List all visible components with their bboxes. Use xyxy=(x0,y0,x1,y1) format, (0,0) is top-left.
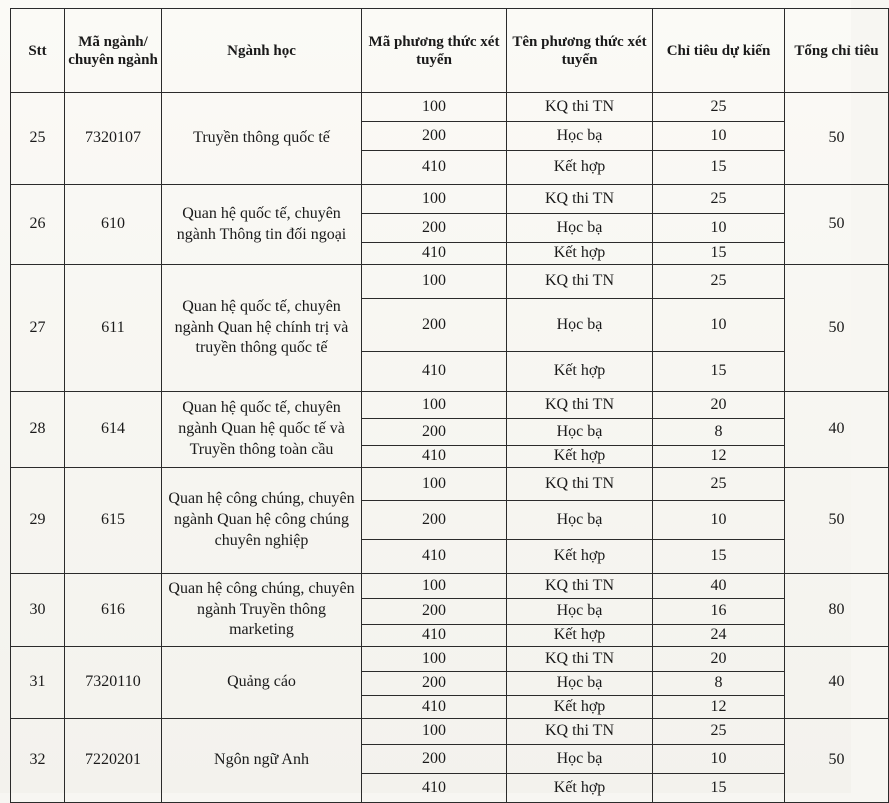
method-name: Học bạ xyxy=(507,672,653,696)
planned-quota: 8 xyxy=(653,672,785,696)
major-name: Quảng cáo xyxy=(162,647,362,719)
method-name: Học bạ xyxy=(507,745,653,774)
row-stt: 31 xyxy=(11,647,65,719)
method-name: Kết hợp xyxy=(507,540,653,574)
method-code: 200 xyxy=(362,299,507,352)
table-row xyxy=(11,468,889,501)
row-stt: 29 xyxy=(11,468,65,574)
major-code: 7320110 xyxy=(65,647,162,719)
method-code: 100 xyxy=(362,468,507,501)
method-code: 200 xyxy=(362,745,507,774)
planned-quota: 40 xyxy=(653,574,785,599)
major-code: 614 xyxy=(65,392,162,468)
major-code: 611 xyxy=(65,265,162,392)
method-name: Kết hợp xyxy=(507,625,653,647)
method-code: 410 xyxy=(362,625,507,647)
major-name: Quan hệ quốc tế, chuyên ngành Thông tin đối ngoại xyxy=(162,185,362,265)
method-code: 410 xyxy=(362,696,507,719)
total-quota: 40 xyxy=(785,392,889,468)
method-name: Kết hợp xyxy=(507,446,653,468)
row-stt: 28 xyxy=(11,392,65,468)
major-name: Ngôn ngữ Anh xyxy=(162,719,362,803)
method-code: 200 xyxy=(362,599,507,625)
method-code: 200 xyxy=(362,672,507,696)
header-planned-quota: Chỉ tiêu dự kiến xyxy=(653,9,785,93)
major-name: Quan hệ công chúng, chuyên ngành Quan hệ công chúng chuyên nghiệp xyxy=(162,468,362,574)
row-stt: 27 xyxy=(11,265,65,392)
planned-quota: 10 xyxy=(653,122,785,151)
major-name: Quan hệ quốc tế, chuyên ngành Quan hệ quốc tế và Truyền thông toàn cầu xyxy=(162,392,362,468)
method-name: KQ thi TN xyxy=(507,468,653,501)
major-code: 610 xyxy=(65,185,162,265)
header-stt: Stt xyxy=(11,9,65,93)
table-body xyxy=(11,93,889,803)
method-name: Kết hợp xyxy=(507,243,653,265)
major-name: Truyền thông quốc tế xyxy=(162,93,362,185)
total-quota: 50 xyxy=(785,185,889,265)
planned-quota: 20 xyxy=(653,392,785,419)
row-stt: 30 xyxy=(11,574,65,647)
planned-quota: 10 xyxy=(653,299,785,352)
method-name: Kết hợp xyxy=(507,696,653,719)
planned-quota: 20 xyxy=(653,647,785,672)
major-code: 615 xyxy=(65,468,162,574)
table-row xyxy=(11,647,889,672)
method-name: Kết hợp xyxy=(507,352,653,392)
major-name: Quan hệ công chúng, chuyên ngành Truyền thông marketing xyxy=(162,574,362,647)
method-code: 200 xyxy=(362,214,507,243)
method-code: 410 xyxy=(362,446,507,468)
method-code: 410 xyxy=(362,540,507,574)
header-total-quota: Tổng chỉ tiêu xyxy=(785,9,889,93)
total-quota: 50 xyxy=(785,265,889,392)
total-quota: 50 xyxy=(785,719,889,803)
major-code: 616 xyxy=(65,574,162,647)
method-name: Học bạ xyxy=(507,214,653,243)
planned-quota: 12 xyxy=(653,446,785,468)
method-name: KQ thi TN xyxy=(507,574,653,599)
header-major-code: Mã ngành/ chuyên ngành xyxy=(65,9,162,93)
method-code: 200 xyxy=(362,501,507,540)
method-code: 100 xyxy=(362,719,507,745)
total-quota: 50 xyxy=(785,468,889,574)
total-quota: 50 xyxy=(785,93,889,185)
major-name: Quan hệ quốc tế, chuyên ngành Quan hệ chính trị và truyền thông quốc tế xyxy=(162,265,362,392)
method-name: Học bạ xyxy=(507,599,653,625)
planned-quota: 8 xyxy=(653,419,785,446)
method-code: 100 xyxy=(362,574,507,599)
method-code: 200 xyxy=(362,122,507,151)
table-row xyxy=(11,93,889,122)
method-code: 200 xyxy=(362,419,507,446)
major-code: 7220201 xyxy=(65,719,162,803)
header-method-code: Mã phương thức xét tuyển xyxy=(362,9,507,93)
header-major-name: Ngành học xyxy=(162,9,362,93)
method-code: 100 xyxy=(362,647,507,672)
planned-quota: 15 xyxy=(653,540,785,574)
method-name: KQ thi TN xyxy=(507,265,653,299)
planned-quota: 10 xyxy=(653,745,785,774)
planned-quota: 10 xyxy=(653,214,785,243)
method-name: KQ thi TN xyxy=(507,719,653,745)
planned-quota: 15 xyxy=(653,352,785,392)
header-method-name: Tên phương thức xét tuyển xyxy=(507,9,653,93)
method-name: Học bạ xyxy=(507,419,653,446)
planned-quota: 16 xyxy=(653,599,785,625)
method-name: Kết hợp xyxy=(507,774,653,803)
planned-quota: 25 xyxy=(653,185,785,214)
method-name: KQ thi TN xyxy=(507,647,653,672)
method-name: KQ thi TN xyxy=(507,93,653,122)
row-stt: 32 xyxy=(11,719,65,803)
table-row xyxy=(11,392,889,419)
method-name: Học bạ xyxy=(507,122,653,151)
table-row xyxy=(11,265,889,299)
method-code: 100 xyxy=(362,265,507,299)
row-stt: 25 xyxy=(11,93,65,185)
planned-quota: 25 xyxy=(653,93,785,122)
planned-quota: 12 xyxy=(653,696,785,719)
method-name: KQ thi TN xyxy=(507,185,653,214)
planned-quota: 25 xyxy=(653,719,785,745)
method-code: 410 xyxy=(362,243,507,265)
method-code: 100 xyxy=(362,93,507,122)
method-code: 410 xyxy=(362,352,507,392)
method-name: Học bạ xyxy=(507,501,653,540)
planned-quota: 15 xyxy=(653,774,785,803)
planned-quota: 25 xyxy=(653,265,785,299)
method-name: Học bạ xyxy=(507,299,653,352)
major-code: 7320107 xyxy=(65,93,162,185)
method-name: KQ thi TN xyxy=(507,392,653,419)
planned-quota: 24 xyxy=(653,625,785,647)
planned-quota: 10 xyxy=(653,501,785,540)
method-code: 100 xyxy=(362,185,507,214)
method-name: Kết hợp xyxy=(507,151,653,185)
table-row xyxy=(11,185,889,214)
method-code: 100 xyxy=(362,392,507,419)
planned-quota: 25 xyxy=(653,468,785,501)
table-header-row xyxy=(11,9,889,93)
row-stt: 26 xyxy=(11,185,65,265)
planned-quota: 15 xyxy=(653,243,785,265)
table-row xyxy=(11,574,889,599)
planned-quota: 15 xyxy=(653,151,785,185)
method-code: 410 xyxy=(362,774,507,803)
method-code: 410 xyxy=(362,151,507,185)
total-quota: 40 xyxy=(785,647,889,719)
table-row xyxy=(11,719,889,745)
total-quota: 80 xyxy=(785,574,889,647)
admissions-quota-table xyxy=(10,8,889,803)
